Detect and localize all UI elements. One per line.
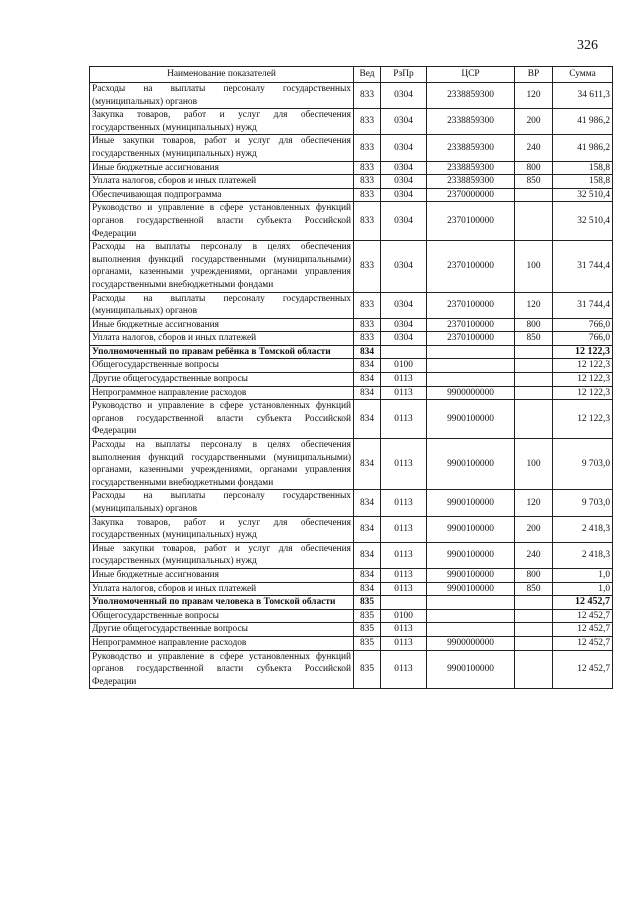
cell-csr: 9900100000 <box>427 650 515 689</box>
table-row <box>90 83 613 109</box>
cell-sum: 2 418,3 <box>553 516 613 542</box>
cell-sum: 12 122,3 <box>553 373 613 387</box>
cell-sum: 12 122,3 <box>553 359 613 373</box>
cell-sum: 2 418,3 <box>553 542 613 568</box>
table-row <box>90 292 613 318</box>
cell-rzpr: 0113 <box>381 650 427 689</box>
cell-csr <box>427 345 515 359</box>
table-row <box>90 650 613 689</box>
cell-csr <box>427 623 515 637</box>
header-csr: ЦСР <box>427 67 515 83</box>
cell-vr: 850 <box>515 582 553 596</box>
page-number: 326 <box>577 38 598 53</box>
cell-name: Расходы на выплаты персоналу государственных (муниципальных) органов <box>90 292 354 318</box>
table-row <box>90 188 613 202</box>
cell-csr: 2370000000 <box>427 188 515 202</box>
cell-vr <box>515 359 553 373</box>
cell-vr: 200 <box>515 109 553 135</box>
cell-vr: 240 <box>515 542 553 568</box>
cell-sum: 12 452,7 <box>553 623 613 637</box>
cell-name: Иные закупки товаров, работ и услуг для обеспечения государственных (муниципальных) нужд <box>90 135 354 161</box>
table-row <box>90 439 613 490</box>
cell-sum: 1,0 <box>553 568 613 582</box>
table-row <box>90 175 613 189</box>
cell-rzpr: 0113 <box>381 439 427 490</box>
cell-sum: 34 611,3 <box>553 83 613 109</box>
cell-name: Иные бюджетные ассигнования <box>90 161 354 175</box>
table-row <box>90 345 613 359</box>
cell-name: Расходы на выплаты персоналу государственных (муниципальных) органов <box>90 83 354 109</box>
cell-rzpr: 0113 <box>381 400 427 439</box>
cell-ved: 835 <box>354 609 381 623</box>
table-row <box>90 386 613 400</box>
cell-ved: 834 <box>354 582 381 596</box>
cell-csr: 2338859300 <box>427 175 515 189</box>
cell-ved: 834 <box>354 516 381 542</box>
cell-rzpr: 0113 <box>381 568 427 582</box>
header-ved: Вед <box>354 67 381 83</box>
cell-rzpr: 0304 <box>381 135 427 161</box>
header-rzpr: РзПр <box>381 67 427 83</box>
cell-vr <box>515 373 553 387</box>
cell-name: Руководство и управление в сфере установленных функций органов государственной власти субъекта Российской Федерации <box>90 400 354 439</box>
cell-vr <box>515 188 553 202</box>
cell-ved: 834 <box>354 439 381 490</box>
cell-vr: 120 <box>515 83 553 109</box>
cell-name: Руководство и управление в сфере установленных функций органов государственной власти субъекта Российской Федерации <box>90 202 354 241</box>
cell-csr <box>427 596 515 610</box>
cell-csr: 2370100000 <box>427 332 515 346</box>
cell-name: Расходы на выплаты персоналу государственных (муниципальных) органов <box>90 490 354 516</box>
cell-sum: 41 986,2 <box>553 109 613 135</box>
cell-sum: 766,0 <box>553 318 613 332</box>
table-row <box>90 516 613 542</box>
header-sum: Сумма <box>553 67 613 83</box>
cell-sum: 9 703,0 <box>553 490 613 516</box>
cell-sum: 12 122,3 <box>553 386 613 400</box>
cell-ved: 834 <box>354 568 381 582</box>
header-vr: ВР <box>515 67 553 83</box>
table-row <box>90 623 613 637</box>
cell-ved: 833 <box>354 241 381 292</box>
table-row <box>90 636 613 650</box>
cell-rzpr: 0100 <box>381 609 427 623</box>
cell-rzpr: 0113 <box>381 386 427 400</box>
cell-vr: 100 <box>515 241 553 292</box>
cell-rzpr: 0113 <box>381 490 427 516</box>
cell-csr <box>427 359 515 373</box>
cell-ved: 834 <box>354 386 381 400</box>
cell-name: Непрограммное направление расходов <box>90 636 354 650</box>
table-row <box>90 359 613 373</box>
cell-name: Уплата налогов, сборов и иных платежей <box>90 582 354 596</box>
cell-vr <box>515 609 553 623</box>
table-row <box>90 609 613 623</box>
cell-name: Расходы на выплаты персоналу в целях обеспечения выполнения функций государственными (муниципальными) органами, казенными учреждениями, органами управления государственными внебюджетными фондами <box>90 241 354 292</box>
cell-csr: 9900100000 <box>427 582 515 596</box>
cell-ved: 833 <box>354 109 381 135</box>
cell-name: Общегосударственные вопросы <box>90 359 354 373</box>
cell-sum: 12 452,7 <box>553 650 613 689</box>
cell-rzpr: 0113 <box>381 623 427 637</box>
cell-name: Иные бюджетные ассигнования <box>90 568 354 582</box>
cell-rzpr: 0113 <box>381 516 427 542</box>
cell-vr <box>515 636 553 650</box>
cell-sum: 12 122,3 <box>553 345 613 359</box>
cell-csr: 9900000000 <box>427 386 515 400</box>
cell-rzpr: 0304 <box>381 318 427 332</box>
cell-ved: 834 <box>354 345 381 359</box>
table-row <box>90 241 613 292</box>
cell-vr <box>515 650 553 689</box>
cell-vr: 800 <box>515 318 553 332</box>
table-row <box>90 490 613 516</box>
header-row <box>90 67 613 83</box>
table-row <box>90 135 613 161</box>
cell-rzpr: 0304 <box>381 175 427 189</box>
budget-table <box>89 66 613 689</box>
cell-csr <box>427 373 515 387</box>
cell-vr <box>515 400 553 439</box>
cell-sum: 766,0 <box>553 332 613 346</box>
cell-ved: 833 <box>354 161 381 175</box>
cell-csr: 2338859300 <box>427 83 515 109</box>
cell-csr: 9900100000 <box>427 439 515 490</box>
cell-ved: 834 <box>354 490 381 516</box>
cell-rzpr: 0304 <box>381 241 427 292</box>
cell-rzpr: 0304 <box>381 188 427 202</box>
cell-sum: 32 510,4 <box>553 202 613 241</box>
table-row <box>90 542 613 568</box>
cell-ved: 833 <box>354 175 381 189</box>
cell-csr: 9900100000 <box>427 490 515 516</box>
cell-vr: 100 <box>515 439 553 490</box>
cell-ved: 834 <box>354 359 381 373</box>
cell-csr: 9900100000 <box>427 542 515 568</box>
cell-rzpr: 0113 <box>381 373 427 387</box>
cell-csr <box>427 609 515 623</box>
cell-csr: 9900100000 <box>427 400 515 439</box>
header-name: Наименование показателей <box>90 67 354 83</box>
cell-rzpr: 0100 <box>381 359 427 373</box>
cell-rzpr: 0304 <box>381 332 427 346</box>
cell-name: Закупка товаров, работ и услуг для обеспечения государственных (муниципальных) нужд <box>90 516 354 542</box>
cell-name: Расходы на выплаты персоналу в целях обеспечения выполнения функций государственными (муниципальными) органами, казенными учреждениями, органами управления государственными внебюджетными фондами <box>90 439 354 490</box>
cell-rzpr: 0304 <box>381 83 427 109</box>
cell-ved: 835 <box>354 636 381 650</box>
table-row <box>90 568 613 582</box>
cell-ved: 833 <box>354 188 381 202</box>
cell-ved: 833 <box>354 332 381 346</box>
cell-name: Руководство и управление в сфере установленных функций органов государственной власти субъекта Российской Федерации <box>90 650 354 689</box>
cell-rzpr <box>381 596 427 610</box>
cell-rzpr: 0113 <box>381 542 427 568</box>
cell-ved: 833 <box>354 318 381 332</box>
cell-sum: 12 122,3 <box>553 400 613 439</box>
cell-vr: 200 <box>515 516 553 542</box>
table-row <box>90 318 613 332</box>
cell-rzpr: 0304 <box>381 161 427 175</box>
cell-vr <box>515 596 553 610</box>
cell-vr: 850 <box>515 175 553 189</box>
cell-sum: 41 986,2 <box>553 135 613 161</box>
cell-vr: 120 <box>515 292 553 318</box>
cell-sum: 9 703,0 <box>553 439 613 490</box>
table-row <box>90 400 613 439</box>
cell-csr: 2370100000 <box>427 318 515 332</box>
cell-csr: 9900000000 <box>427 636 515 650</box>
cell-sum: 32 510,4 <box>553 188 613 202</box>
cell-sum: 12 452,7 <box>553 636 613 650</box>
cell-name: Другие общегосударственные вопросы <box>90 623 354 637</box>
cell-sum: 31 744,4 <box>553 241 613 292</box>
cell-vr <box>515 202 553 241</box>
cell-name: Уполномоченный по правам ребёнка в Томской области <box>90 345 354 359</box>
table-row <box>90 202 613 241</box>
cell-name: Иные закупки товаров, работ и услуг для обеспечения государственных (муниципальных) нужд <box>90 542 354 568</box>
cell-ved: 833 <box>354 135 381 161</box>
cell-name: Непрограммное направление расходов <box>90 386 354 400</box>
cell-vr <box>515 386 553 400</box>
cell-csr: 2338859300 <box>427 161 515 175</box>
cell-csr: 2370100000 <box>427 202 515 241</box>
cell-vr: 800 <box>515 568 553 582</box>
cell-csr: 9900100000 <box>427 568 515 582</box>
cell-rzpr: 0304 <box>381 109 427 135</box>
cell-ved: 834 <box>354 373 381 387</box>
cell-sum: 1,0 <box>553 582 613 596</box>
cell-ved: 833 <box>354 202 381 241</box>
cell-rzpr <box>381 345 427 359</box>
cell-csr: 9900100000 <box>427 516 515 542</box>
cell-vr <box>515 345 553 359</box>
cell-sum: 158,8 <box>553 161 613 175</box>
cell-name: Закупка товаров, работ и услуг для обеспечения государственных (муниципальных) нужд <box>90 109 354 135</box>
cell-rzpr: 0113 <box>381 636 427 650</box>
cell-ved: 834 <box>354 542 381 568</box>
cell-csr: 2370100000 <box>427 292 515 318</box>
cell-ved: 835 <box>354 596 381 610</box>
cell-rzpr: 0304 <box>381 202 427 241</box>
cell-csr: 2338859300 <box>427 109 515 135</box>
cell-sum: 12 452,7 <box>553 596 613 610</box>
cell-name: Уплата налогов, сборов и иных платежей <box>90 175 354 189</box>
table-row <box>90 332 613 346</box>
cell-vr <box>515 623 553 637</box>
cell-vr: 240 <box>515 135 553 161</box>
cell-vr: 850 <box>515 332 553 346</box>
cell-vr: 120 <box>515 490 553 516</box>
cell-sum: 31 744,4 <box>553 292 613 318</box>
cell-name: Иные бюджетные ассигнования <box>90 318 354 332</box>
table-row <box>90 373 613 387</box>
cell-name: Другие общегосударственные вопросы <box>90 373 354 387</box>
cell-sum: 12 452,7 <box>553 609 613 623</box>
cell-name: Общегосударственные вопросы <box>90 609 354 623</box>
cell-csr: 2338859300 <box>427 135 515 161</box>
cell-rzpr: 0304 <box>381 292 427 318</box>
cell-name: Обеспечивающая подпрограмма <box>90 188 354 202</box>
table-row <box>90 582 613 596</box>
cell-rzpr: 0113 <box>381 582 427 596</box>
cell-ved: 834 <box>354 400 381 439</box>
table-row <box>90 596 613 610</box>
cell-ved: 833 <box>354 83 381 109</box>
cell-ved: 835 <box>354 650 381 689</box>
cell-name: Уплата налогов, сборов и иных платежей <box>90 332 354 346</box>
cell-ved: 835 <box>354 623 381 637</box>
table-row <box>90 161 613 175</box>
cell-name: Уполномоченный по правам человека в Томской области <box>90 596 354 610</box>
cell-vr: 800 <box>515 161 553 175</box>
table-row <box>90 109 613 135</box>
cell-csr: 2370100000 <box>427 241 515 292</box>
cell-ved: 833 <box>354 292 381 318</box>
cell-sum: 158,8 <box>553 175 613 189</box>
